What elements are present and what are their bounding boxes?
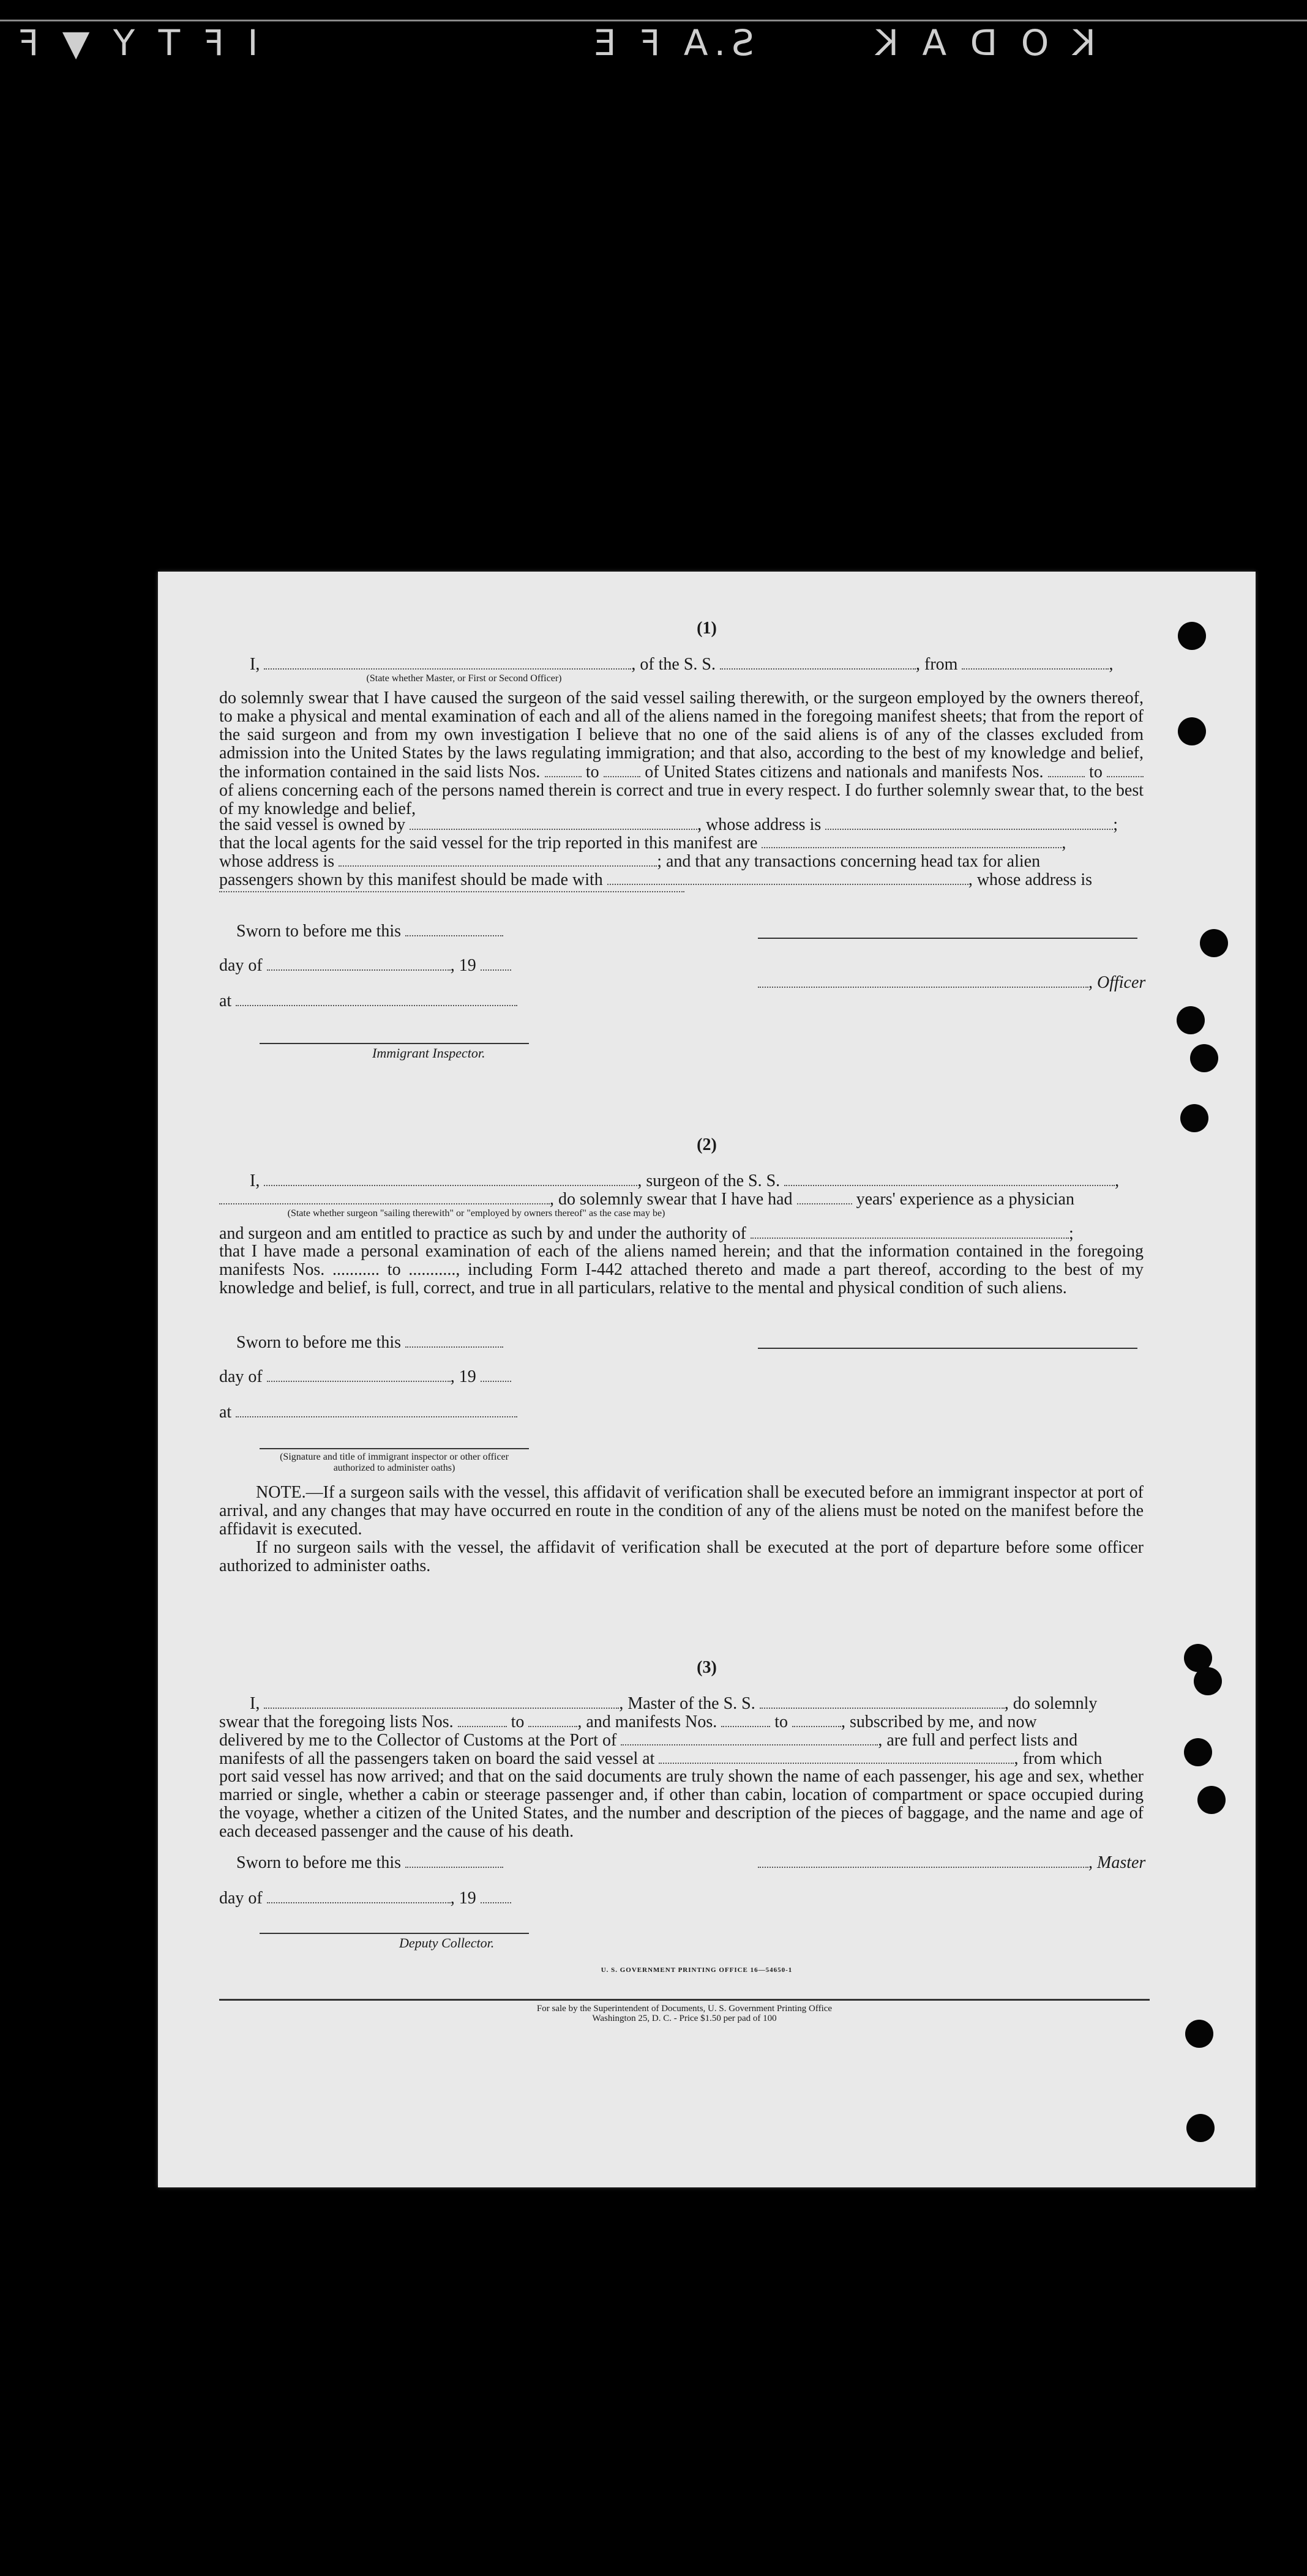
section-3-number: (3)	[697, 1658, 717, 1677]
lists-from-field[interactable]	[545, 763, 582, 777]
sec1-sworn-line	[236, 922, 604, 941]
sec1-passengers-line	[219, 870, 1144, 889]
sec1-day-line	[219, 956, 586, 975]
sec1-year-field[interactable]	[481, 956, 511, 971]
sale-notice-line-1: For sale by the Superintendent of Documents, U. S. Government Printing Office	[536, 2004, 833, 2014]
years-experience-label: years' experience as a physician	[856, 1190, 1074, 1209]
sec3-i-label: I,	[250, 1694, 260, 1713]
section-1-number: (1)	[697, 619, 717, 638]
sec3-line-2	[219, 1712, 1144, 1731]
sec1-agents-line: that the local agents for the said vessel for the trip reported in this manifest are ,	[219, 834, 1066, 853]
punch-hole	[1177, 1006, 1205, 1034]
sec3-manifests-to-field[interactable]	[792, 1712, 841, 1727]
sec1-at-field[interactable]	[236, 991, 517, 1006]
sec1-address-line	[219, 852, 1144, 871]
sec3-line-4	[219, 1749, 1144, 1768]
local-agents-field[interactable]	[762, 834, 1062, 848]
sec3-manifests-label: , and manifests Nos.	[577, 1712, 717, 1731]
manifest-affidavit-page	[158, 572, 1256, 2187]
surgeon-type-field[interactable]	[219, 1190, 550, 1204]
sec2-i-label: I,	[250, 1171, 260, 1190]
sec3-month-field[interactable]	[267, 1889, 451, 1903]
sec1-i-label: I,	[250, 655, 260, 674]
full-perfect-lists-label: , are full and perfect lists and	[878, 1731, 1078, 1750]
punch-hole	[1186, 2114, 1215, 2142]
officer-title-field[interactable]	[264, 655, 631, 670]
footer-rule	[219, 1999, 1150, 2001]
section-2-number: (2)	[697, 1135, 717, 1154]
head-tax-contact-label: passengers shown by this manifest should be made with	[219, 870, 603, 889]
sec1-officer-line	[758, 973, 1150, 992]
sec1-signature-line[interactable]	[758, 936, 1137, 939]
sec3-sworn-line	[236, 1853, 604, 1872]
sec1-day-label: day of	[219, 956, 263, 975]
master-name-field[interactable]	[264, 1694, 619, 1709]
manifests-to-field[interactable]	[1107, 763, 1144, 777]
local-agents-label: that the local agents for the said vessel for the trip reported in this manifest are	[219, 834, 758, 853]
sec1-body-part-a: do solemnly swear that I have caused the surgeon of the said vessel sailing therewith, or the surgeon employed by the owners thereof, to make a physical and mental examination of each and all of the aliens named in the foregoing manifest sheets; that from the report of the said surgeon and from my own investigation I believe that no one of the said aliens is of any of the classes excluded from admission into the United States by the laws regulating immigration; and that also, according to the best of my knowledge and belief, the information contained in the said lists Nos.	[219, 689, 1144, 782]
sec3-do-solemnly-label: , do solemnly	[1004, 1694, 1098, 1713]
years-experience-field[interactable]	[797, 1190, 852, 1204]
sec1-comma: ,	[1109, 655, 1114, 674]
sec3-vessel-field[interactable]	[760, 1694, 1005, 1709]
sec1-to-label: to	[585, 763, 599, 782]
master-label: , Master	[1088, 1853, 1146, 1872]
agents-address-label: whose address is	[219, 852, 335, 871]
owner-field[interactable]	[410, 815, 697, 830]
taken-on-board-label: manifests of all the passengers taken on board the said vessel at	[219, 1749, 655, 1768]
film-edge-line	[0, 20, 1307, 21]
sec2-month-field[interactable]	[267, 1367, 451, 1382]
surgeon-note-2: If no surgeon sails with the vessel, the affidavit of verification shall be executed at the port of departure before some officer authorized to administer oaths.	[219, 1538, 1144, 1575]
officer-label: , Officer	[1088, 973, 1146, 992]
manifests-from-field[interactable]	[1048, 763, 1085, 777]
surgeon-note-1: NOTE.—If a surgeon sails with the vessel, this affidavit of verification shall be executed before an immigrant inspector at port of arrival, and any changes that may have occurred en route in the condition of any of the aliens must be noted on the manifest before the affidavit is executed.	[219, 1483, 1144, 1539]
sec2-vessel-field[interactable]	[784, 1171, 1115, 1186]
lists-to-field[interactable]	[604, 763, 640, 777]
sec3-year-field[interactable]	[481, 1889, 511, 1903]
head-tax-address-label: , whose address is	[968, 870, 1093, 889]
from-which-label: , from which	[1014, 1749, 1103, 1768]
sec1-month-field[interactable]	[267, 956, 451, 971]
surgeon-of-ss-label: , surgeon of the S. S.	[637, 1171, 781, 1190]
film-edge-text-right: K O D A K	[869, 22, 1096, 64]
sec2-oath-body: that I have made a personal examination of each of the aliens named herein; and that the information contained in the foregoing manifests Nos. ........... to ..........., including Form I-442 attached thereto and made a part thereof, according to the best of my knowledge and belief, is full, correct, and true in all particulars, relative to the mental and physical condition of such aliens.	[219, 1242, 1144, 1297]
departure-port-field[interactable]	[962, 655, 1109, 670]
sec1-sworn-label: Sworn to before me this	[236, 922, 402, 941]
punch-hole	[1178, 717, 1206, 745]
sec3-subscribed-label: , subscribed by me, and now	[841, 1712, 1037, 1731]
sec3-master-line	[758, 1853, 1150, 1872]
sec3-oath-body: port said vessel has now arrived; and that on the said documents are truly shown the name of each passenger, his age and sex, whether married or single, whether a cabin or steerage passenger and, if other than cabin, location of compartment or space occupied during the voyage, whether a citizen of the United States, and the number and description of the pieces of baggage, and the name and age of each deceased passenger and the cause of his death.	[219, 1767, 1144, 1841]
punch-hole	[1190, 1044, 1218, 1072]
sec2-line-2	[219, 1190, 1144, 1209]
sec1-of-ss-label: , of the S. S.	[631, 655, 716, 674]
sec2-officer-signature-line[interactable]	[260, 1447, 529, 1449]
sec2-at-field[interactable]	[236, 1403, 517, 1417]
sec3-lists-to-field[interactable]	[528, 1712, 577, 1727]
sec1-line-1	[250, 655, 1144, 674]
sec2-surgeon-subcaption: (State whether surgeon "sailing therewith" or "employed by owners thereof" as the case may be)	[287, 1208, 665, 1219]
sec2-authority-line: and surgeon and am entitled to practice as such by and under the authority of ;	[219, 1224, 1074, 1243]
sec3-day-line	[219, 1889, 586, 1908]
owner-address-label: , whose address is	[697, 815, 822, 834]
sec1-at-label: at	[219, 991, 232, 1010]
sec3-line-1	[250, 1694, 1144, 1713]
sec2-year-field[interactable]	[481, 1367, 511, 1382]
sec2-day-line	[219, 1367, 586, 1386]
sec3-to-label: to	[511, 1712, 525, 1731]
master-of-ss-label: , Master of the S. S.	[619, 1694, 755, 1713]
sec1-body-part-b: of United States citizens and nationals and manifests Nos.	[645, 763, 1044, 782]
sec1-officer-field[interactable]	[758, 973, 1088, 988]
sec2-signature-line[interactable]	[758, 1346, 1137, 1349]
collector-port-field[interactable]	[621, 1731, 878, 1745]
punch-hole	[1200, 929, 1228, 957]
sec1-at-line	[219, 991, 586, 1010]
sec1-year-label: , 19	[450, 956, 476, 975]
collector-port-label: delivered by me to the Collector of Customs at the Port of	[219, 1731, 617, 1750]
film-edge	[0, 0, 1307, 67]
surgeon-name-field[interactable]	[264, 1171, 637, 1186]
authority-field[interactable]	[751, 1224, 1069, 1239]
gpo-imprint: U. S. GOVERNMENT PRINTING OFFICE 16—54650-1	[601, 1966, 793, 1974]
agents-address-field[interactable]	[339, 852, 657, 867]
sale-notice-line-2: Washington 25, D. C. - Price $1.50 per pad of 100	[592, 2014, 777, 2023]
sec3-day-label: day of	[219, 1889, 263, 1908]
sec3-year-label: , 19	[450, 1889, 476, 1908]
sec3-to-label-2: to	[774, 1712, 788, 1731]
sec1-to-label-2: to	[1089, 763, 1103, 782]
signature-title-caption: (Signature and title of immigrant inspector or other officer authorized to administer oaths)	[280, 1452, 509, 1473]
head-tax-address-field[interactable]	[219, 890, 684, 892]
sec2-sworn-day-field[interactable]	[405, 1333, 503, 1348]
embarkation-port-field[interactable]	[659, 1749, 1014, 1764]
vessel-name-field[interactable]	[720, 655, 916, 670]
sec3-lists-from-field[interactable]	[458, 1712, 507, 1727]
master-signature-field[interactable]	[758, 1853, 1088, 1868]
film-edge-text-mid: S.A F E	[588, 22, 754, 64]
sec3-sworn-day-field[interactable]	[405, 1853, 503, 1868]
punch-hole	[1180, 1104, 1208, 1132]
punch-hole	[1197, 1786, 1226, 1814]
immigrant-inspector-label: Immigrant Inspector.	[372, 1045, 485, 1061]
sec3-line-3	[219, 1731, 1144, 1750]
sec2-sworn-label: Sworn to before me this	[236, 1333, 402, 1352]
sec1-body-part-c: of aliens concerning each of the persons named therein is correct and true in every respect. I do further solemnly swear that, to the best of my knowledge and belief,	[219, 781, 1144, 818]
sec3-lists-label: swear that the foregoing lists Nos.	[219, 1712, 454, 1731]
sec2-at-line	[219, 1403, 586, 1422]
solemnly-swear-label: , do solemnly swear that I have had	[550, 1190, 793, 1209]
sec1-from-label: , from	[916, 655, 958, 674]
sec2-at-label: at	[219, 1403, 232, 1422]
sec2-year-label: , 19	[450, 1367, 476, 1386]
punch-hole	[1185, 2020, 1213, 2048]
sec1-oath-body	[219, 689, 1144, 818]
owned-by-label: the said vessel is owned by	[219, 815, 406, 834]
punch-hole	[1184, 1738, 1212, 1766]
sec1-owner-line: the said vessel is owned by , whose address is ;	[219, 815, 1118, 834]
sec2-line-1: I, , surgeon of the S. S. ,	[250, 1171, 1120, 1190]
head-tax-label: ; and that any transactions concerning head tax for alien	[657, 852, 1041, 871]
sec3-sworn-label: Sworn to before me this	[236, 1853, 402, 1872]
authority-label: and surgeon and am entitled to practice as such by and under the authority of	[219, 1224, 746, 1243]
sec3-manifests-from-field[interactable]	[721, 1712, 770, 1727]
sec1-officer-subcaption: (State whether Master, or First or Second Officer)	[366, 673, 562, 684]
head-tax-contact-field[interactable]	[607, 870, 968, 885]
sec1-sworn-day-field[interactable]	[405, 922, 503, 936]
film-edge-text-left: I F T Y ▼ F	[12, 22, 258, 64]
deputy-collector-label: Deputy Collector.	[399, 1935, 495, 1951]
sec2-sworn-line	[236, 1333, 604, 1352]
sec2-day-label: day of	[219, 1367, 263, 1386]
owner-address-field[interactable]	[825, 815, 1113, 830]
